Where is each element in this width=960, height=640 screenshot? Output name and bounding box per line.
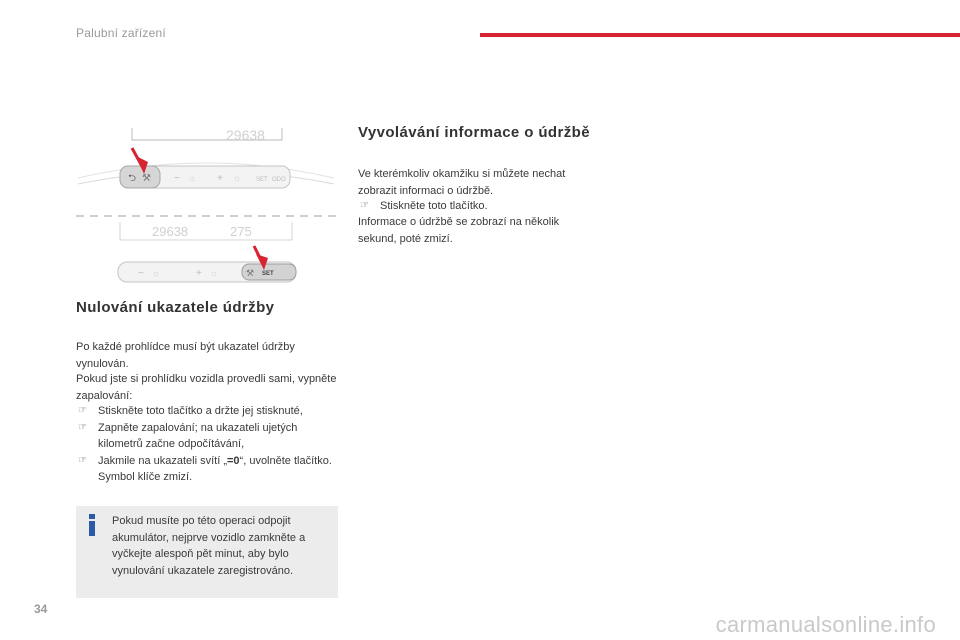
step-text-bold: =0: [227, 454, 240, 467]
watermark: carmanualsonline.info: [715, 612, 936, 637]
brightness-low-icon: ☼: [188, 173, 197, 183]
brightness-high-icon: ☼: [210, 268, 219, 278]
instrument-panel-illustration-top: [76, 118, 336, 208]
step-text: Stiskněte toto tlačítko a držte jej stisknuté,: [98, 405, 303, 417]
recall-intro-text: Ve kterémkoliv okamžiku si můžete nechat zobrazit informaci o údržbě.: [358, 168, 566, 197]
running-header: Palubní zařízení: [76, 26, 166, 40]
pointing-finger-icon: ☞: [360, 200, 369, 211]
bottom-trip-readout: 275: [230, 224, 252, 239]
minus-icon: −: [174, 173, 180, 184]
reset-condition-text: Pokud jste si prohlídku vozidla provedli sami, vypněte zapalování:: [76, 373, 337, 402]
info-note-box: [76, 506, 338, 598]
return-arrow-icon: ⮌: [128, 173, 137, 184]
set-button-label: SET: [262, 271, 274, 277]
step-text: Zapněte zapalování; na ukazateli ujetých kilometrů začne odpočítávání,: [98, 421, 298, 450]
recall-section-heading: Vyvolávání informace o údržbě: [358, 124, 590, 141]
recall-result-text: Informace o údržbě se zobrazí na několik sekund, poté zmizí.: [358, 216, 560, 245]
recall-steps-list: [358, 198, 598, 215]
brightness-low-icon: ☼: [152, 268, 161, 278]
brightness-high-icon: ☼: [233, 173, 242, 183]
pointing-finger-icon: ☞: [78, 454, 87, 466]
step-text: Stiskněte toto tlačítko.: [380, 200, 488, 212]
top-set-label: SET: [256, 177, 268, 183]
list-item: [358, 198, 598, 215]
wrench-icon: ⚒: [246, 268, 255, 278]
plus-icon: +: [196, 268, 202, 279]
reset-intro-text: Po každé prohlídce musí být ukazatel údržby vynulován.: [76, 341, 295, 370]
bottom-odometer-readout: 29638: [152, 224, 189, 239]
wrench-icon: ⚒: [142, 173, 151, 184]
header-accent-bar: [480, 33, 960, 37]
list-item: [76, 420, 338, 453]
top-odo-label: ODO: [272, 177, 286, 183]
info-note-text: Pokud musíte po této operaci odpojit akumulátor, nejprve vozidlo zamkněte a vyčkejte alespoň pět minut, aby bylo vynulování ukazatele zaregistrováno.: [112, 515, 306, 577]
reset-steps-list: [76, 403, 338, 486]
recall-button[interactable]: [120, 166, 160, 188]
step-text-prefix: Jakmile na ukazateli svítí „: [98, 454, 227, 467]
minus-icon: −: [138, 268, 144, 279]
plus-icon: +: [217, 173, 223, 184]
step-text-suffix: “, uvolněte tlačítko. Symbol klíče zmizí.: [98, 454, 332, 483]
pointing-finger-icon: ☞: [78, 405, 87, 416]
list-item: [76, 403, 338, 420]
instrument-panel-illustration-bottom: [76, 214, 336, 296]
info-icon: [86, 514, 98, 536]
pointing-finger-icon: ☞: [78, 421, 87, 433]
reset-section-heading: Nulování ukazatele údržby: [76, 299, 275, 316]
top-odometer-readout: 29638: [226, 127, 265, 143]
page-number: 34: [34, 602, 48, 616]
list-item: [76, 453, 338, 486]
